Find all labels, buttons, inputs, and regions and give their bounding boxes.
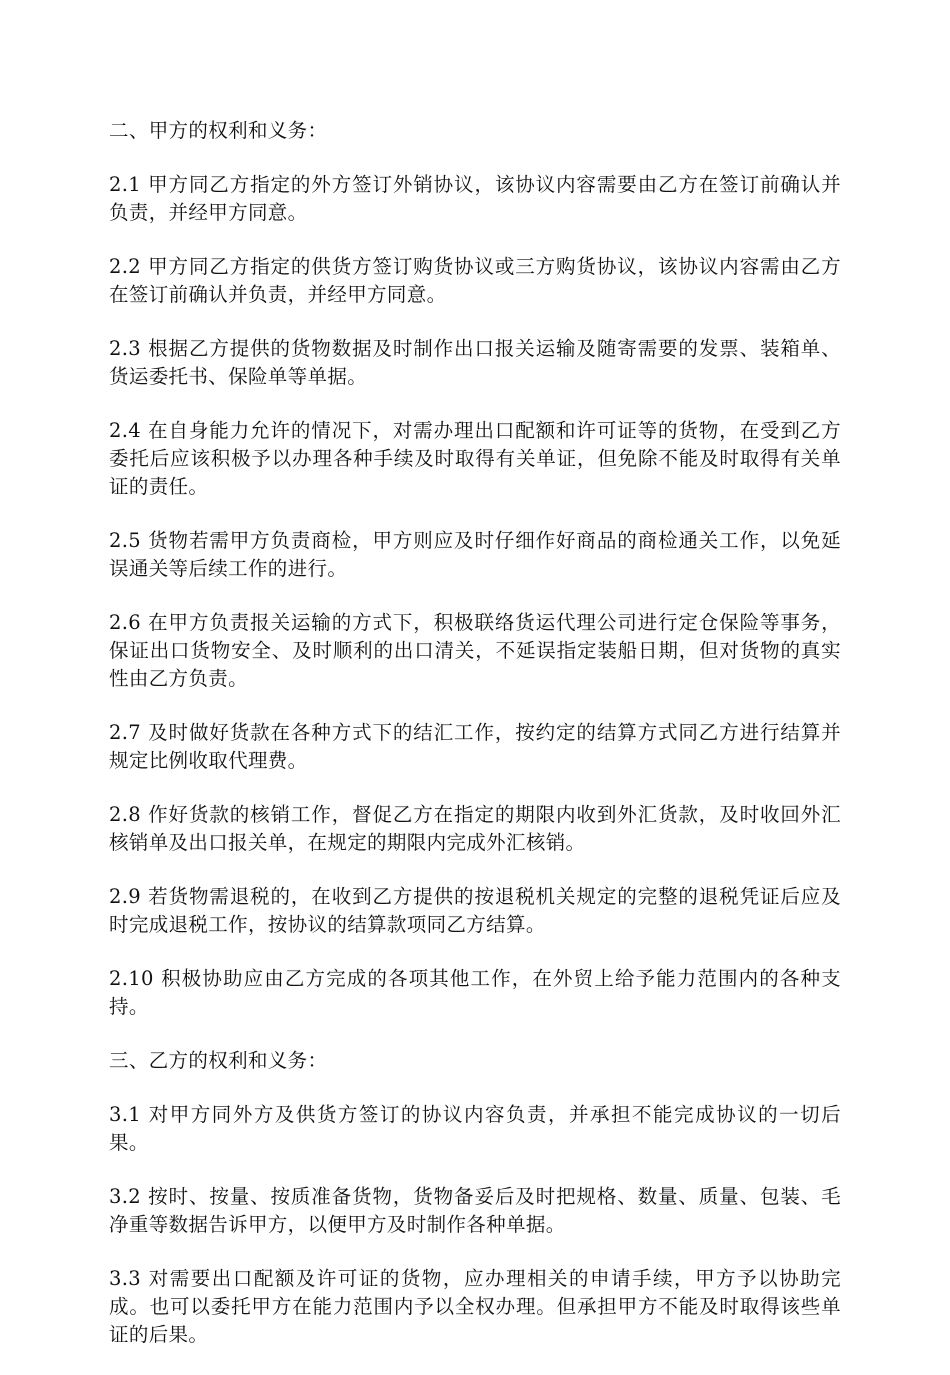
clause-paragraph: 3.3 对需要出口配额及许可证的货物，应办理相关的申请手续，甲方予以协助完成。也可以委托甲方在能力范围内予以全权办理。但承担甲方不能及时取得该些单证的后果。 (109, 1267, 841, 1346)
clause-paragraph: 2.5 货物若需甲方负责商检，甲方则应及时仔细作好商品的商检通关工作，以免延误通关等后续工作的进行。 (109, 529, 841, 580)
clause-paragraph: 2.10 积极协助应由乙方完成的各项其他工作，在外贸上给予能力范围内的各种支持。 (109, 967, 841, 1018)
clause-paragraph: 3.1 对甲方同外方及供货方签订的协议内容负责，并承担不能完成协议的一切后果。 (109, 1103, 841, 1154)
clause-paragraph: 3.2 按时、按量、按质准备货物，货物备妥后及时把规格、数量、质量、包装、毛净重等数据告诉甲方，以便甲方及时制作各种单据。 (109, 1185, 841, 1236)
clause-paragraph: 2.7 及时做好货款在各种方式下的结汇工作，按约定的结算方式同乙方进行结算并规定比例收取代理费。 (109, 721, 841, 772)
clause-paragraph: 2.3 根据乙方提供的货物数据及时制作出口报关运输及随寄需要的发票、装箱单、货运委托书、保险单等单据。 (109, 337, 841, 388)
document-body (109, 117, 841, 1375)
section-heading: 二、甲方的权利和义务： (109, 119, 328, 142)
section-heading: 三、乙方的权利和义务： (109, 1049, 328, 1072)
clause-paragraph: 2.6 在甲方负责报关运输的方式下，积极联络货运代理公司进行定仓保险等事务，保证出口货物安全、及时顺利的出口清关，不延误指定装船日期，但对货物的真实性由乙方负责。 (109, 611, 841, 690)
clause-paragraph: 2.2 甲方同乙方指定的供货方签订购货协议或三方购货协议，该协议内容需由乙方在签订前确认并负责，并经甲方同意。 (109, 255, 841, 306)
clause-paragraph: 2.8 作好货款的核销工作，督促乙方在指定的期限内收到外汇货款，及时收回外汇核销单及出口报关单，在规定的期限内完成外汇核销。 (109, 803, 841, 854)
clause-paragraph: 2.4 在自身能力允许的情况下，对需办理出口配额和许可证等的货物，在受到乙方委托后应该积极予以办理各种手续及时取得有关单证，但免除不能及时取得有关单证的责任。 (109, 419, 841, 498)
clause-paragraph: 2.9 若货物需退税的，在收到乙方提供的按退税机关规定的完整的退税凭证后应及时完成退税工作，按协议的结算款项同乙方结算。 (109, 885, 841, 936)
clause-paragraph: 2.1 甲方同乙方指定的外方签订外销协议，该协议内容需要由乙方在签订前确认并负责，并经甲方同意。 (109, 173, 841, 224)
